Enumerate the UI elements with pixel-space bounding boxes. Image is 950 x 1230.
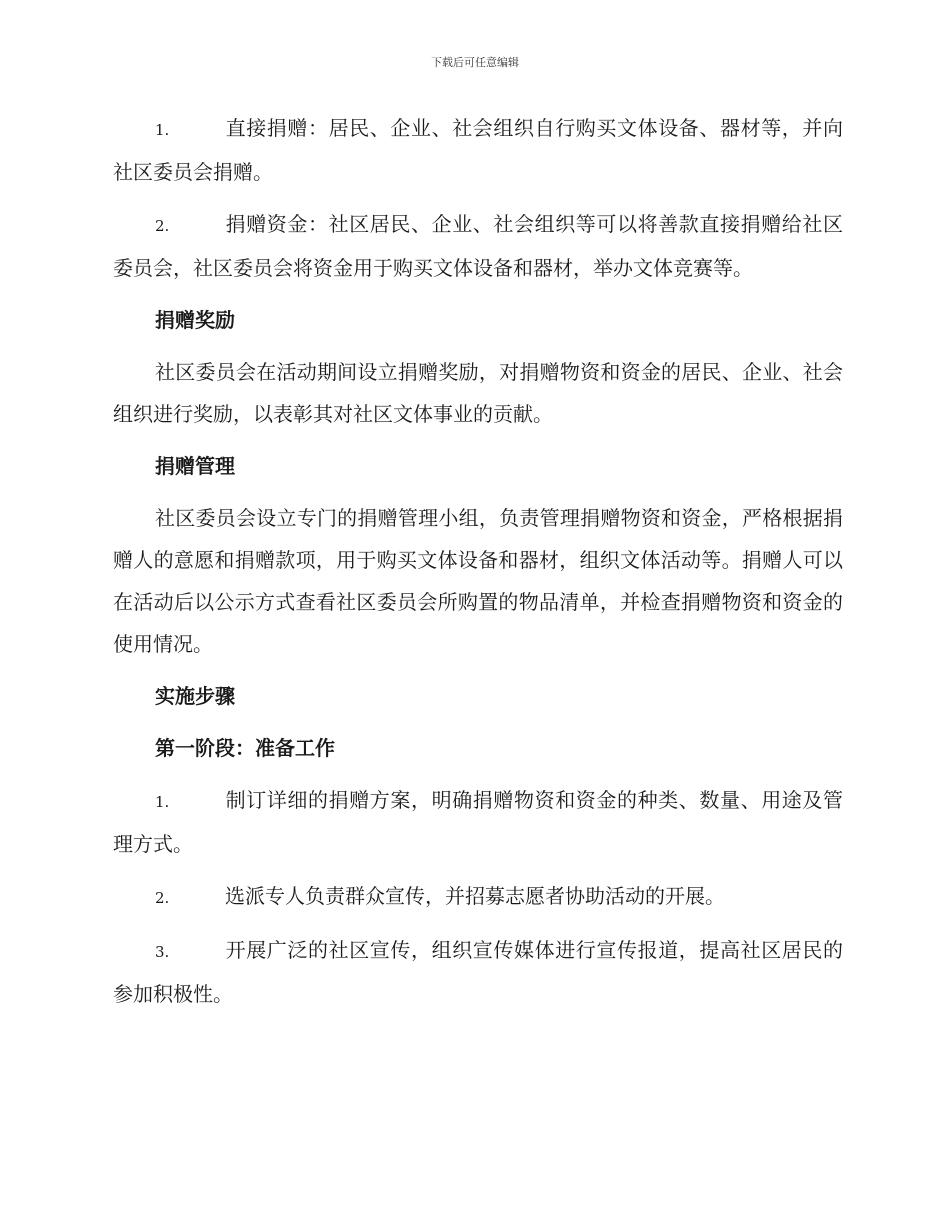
section-heading: 捐赠管理 [155,454,235,478]
list-item [113,203,843,289]
list-number: 3. [155,943,170,961]
list-text: 选派专人负责群众宣传，并招募志愿者协助活动的开展。 [225,884,725,908]
list-item [113,875,843,919]
list-text: 捐赠资金：社区居民、企业、社会组织等可以将善款直接捐赠给社区委员会，社区委员会将资金用于购买文体设备和器材，举办文体竞赛等。 [113,212,843,280]
list-number: 1. [155,121,170,139]
list-number: 1. [155,793,170,811]
paragraph: 社区委员会设立专门的捐赠管理小组，负责管理捐赠物资和资金，严格根据捐赠人的意愿和捐赠款项，用于购买文体设备和器材，组织文体活动等。捐赠人可以在活动后以公示方式查看社区委员会所购置的物品清单，并检查捐赠物资和资金的使用情况。 [113,506,843,656]
list-item [113,929,843,1015]
page-header: 下载后可任意编辑 [431,56,519,69]
list-item [113,107,843,193]
section-heading: 实施步骤 [155,684,235,708]
section-heading: 捐赠奖励 [155,308,235,332]
paragraph: 社区委员会在活动期间设立捐赠奖励，对捐赠物资和资金的居民、企业、社会组织进行奖励，以表彰其对社区文体事业的贡献。 [113,360,843,426]
list-text: 直接捐赠：居民、企业、社会组织自行购买文体设备、器材等，并向社区委员会捐赠。 [113,116,843,184]
list-text: 制订详细的捐赠方案，明确捐赠物资和资金的种类、数量、用途及管理方式。 [113,788,843,856]
subsection-heading: 第一阶段：准备工作 [155,736,335,760]
list-text: 开展广泛的社区宣传，组织宣传媒体进行宣传报道，提高社区居民的参加积极性。 [113,938,843,1006]
list-number: 2. [155,217,170,235]
list-number: 2. [155,889,170,907]
document-body [113,107,843,1025]
list-item [113,779,843,865]
